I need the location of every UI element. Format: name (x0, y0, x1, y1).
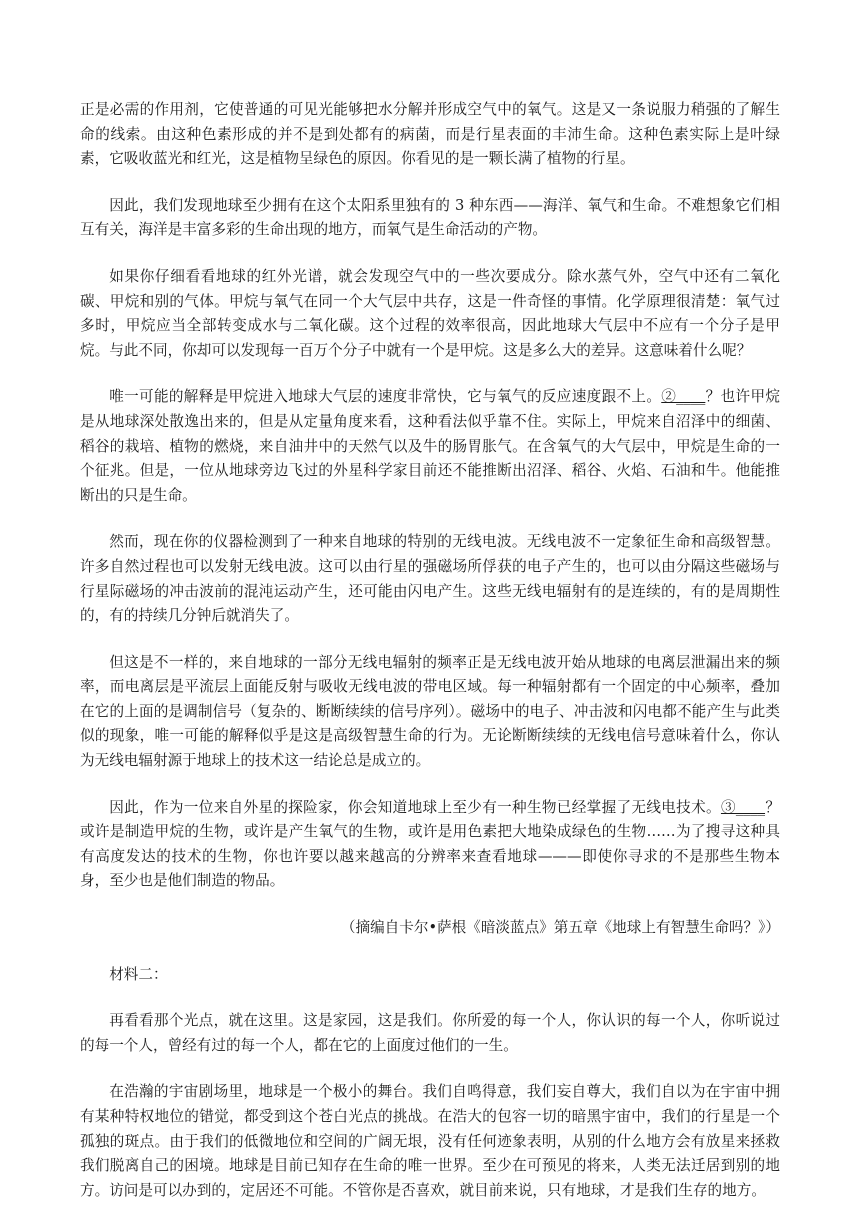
fill-in-blank: ②____ (661, 388, 706, 406)
body-paragraph (80, 385, 780, 508)
body-paragraph (80, 530, 780, 628)
paragraph-text: 在浩瀚的宇宙剧场里，地球是一个极小的舞台。我们自鸣得意，我们妄自尊大，我们自以为在宇宙中拥有某种特权地位的错觉，都受到这个苍白光点的挑战。在浩大的包容一切的暗黑宇宙中，我们的行星是一个孤独的斑点。由于我们的低微地位和空间的广阔无垠，没有任何迹象表明，从别的什么地方会有放星来拯救我们脱离自己的困境。地球是目前已知存在生命的唯一世界。至少在可预见的将来，人类无法迁居到别的地方。访问是可以办到的，定居还不可能。不管你是否喜欢，就目前来说，只有地球，才是我们生存的地方。 (80, 1083, 780, 1199)
paragraph-text: ？或许是制造甲烷的生物，或许是产生氧气的生物，或许是用色素把大地染成绿色的生物……为了搜寻这种具有高度发达的技术的生物，你也许要以越来越高的分辨率来查看地球———即使你寻求的不是那些生物本身，至少也是他们制造的物品。 (80, 798, 780, 890)
source-citation (80, 916, 780, 941)
paragraph-text: 但这是不一样的，来自地球的一部分无线电辐射的频率正是无线电波开始从地球的电离层泄漏出来的频率，而电离层是平流层上面能反射与吸收无线电波的带电区域。每一种辐射都有一个固定的中心频率，叠加在它的上面的是调制信号（复杂的、断断续续的信号序列）。磁场中的电子、冲击波和闪电都不能产生与此类似的现象，唯一可能的解释似乎是这是高级智慧生命的行为。无论断断续续的无线电信号意味着什么，你认为无线电辐射源于地球上的技术这一结论总是成立的。 (80, 653, 780, 770)
body-paragraph (80, 796, 780, 894)
paragraph-text: 因此，我们发现地球至少拥有在这个太阳系里独有的 3 种东西——海洋、氧气和生命。不难想象它们相互有关，海洋是丰富多彩的生命出现的地方，而氧气是生命活动的产物。 (80, 196, 780, 239)
paragraph-text: 然而，现在你的仪器检测到了一种来自地球的特别的无线电波。无线电波不一定象征生命和高级智慧。许多自然过程也可以发射无线电波。这可以由行星的强磁场所俘获的电子产生的，也可以由分隔这些磁场与行星际磁场的冲击波前的混沌运动产生，还可能由闪电产生。这些无线电辐射有的是连续的，有的是周期性的，有的持续几分钟后就消失了。 (80, 533, 780, 625)
body-paragraph (80, 1009, 780, 1058)
body-paragraph (80, 651, 780, 774)
body-paragraph (80, 98, 780, 172)
paragraph-text: 材料二： (109, 965, 168, 983)
paragraph-text: 再看看那个光点，就在这里。这是家园，这是我们。你所爱的每一个人，你认识的每一个人，你听说过的每一个人，曾经有过的每一个人，都在它的上面度过他们的一生。 (80, 1012, 780, 1054)
body-paragraph (80, 194, 780, 243)
body-paragraph (80, 1080, 780, 1203)
paragraph-text: 如果你仔细看看地球的红外光谱，就会发现空气中的一些次要成分。除水蒸气外，空气中还有二氧化碳、甲烷和别的气体。甲烷与氧气在同一个大气层中共存，这是一件奇怪的事情。化学原理很清楚：氧气过多时，甲烷应当全部转变成水与二氧化碳。这个过程的效率很高，因此地球大气层中不应有一个分子是甲烷。与此不同，你却可以发现每一百万个分子中就有一个是甲烷。这是多么大的差异。这意味着什么呢？ (80, 267, 780, 359)
paragraph-text: （摘编自卡尔•萨根《暗淡蓝点》第五章《地球上有智慧生命吗？》） (340, 919, 780, 937)
paragraph-text: 因此，作为一位来自外星的探险家，你会知道地球上至少有一种生物已经掌握了无线电技术。 (109, 798, 721, 816)
paragraph-text: 唯一可能的解释是甲烷进入地球大气层的速度非常快，它与氧气的反应速度跟不上。 (109, 388, 662, 406)
body-paragraph (80, 265, 780, 363)
paragraph-text: ？也许甲烷是从地球深处散逸出来的，但是从定量角度来看，这种看法似乎靠不住。实际上，甲烷来自沼泽中的细菌、稻谷的栽培、植物的燃烧，来自油井中的天然气以及牛的肠胃胀气。在含氧气的大气层中，甲烷是生命的一个征兆。但是，一位从地球旁边飞过的外星科学家目前还不能推断出沼泽、稻谷、火焰、石油和牛。他能推断出的只是生命。 (80, 388, 780, 504)
fill-in-blank: ③____ (720, 798, 766, 816)
paragraph-text: 正是必需的作用剂，它使普通的可见光能够把水分解并形成空气中的氧气。这是又一条说服力稍强的了解生命的线索。由这种色素形成的并不是到处都有的病菌，而是行星表面的丰沛生命。这种色素实际上是叶绿素，它吸收蓝光和红光，这是植物呈绿色的原因。你看见的是一颗长满了植物的行星。 (80, 101, 780, 168)
body-paragraph (80, 963, 780, 988)
document-page (80, 98, 780, 1225)
